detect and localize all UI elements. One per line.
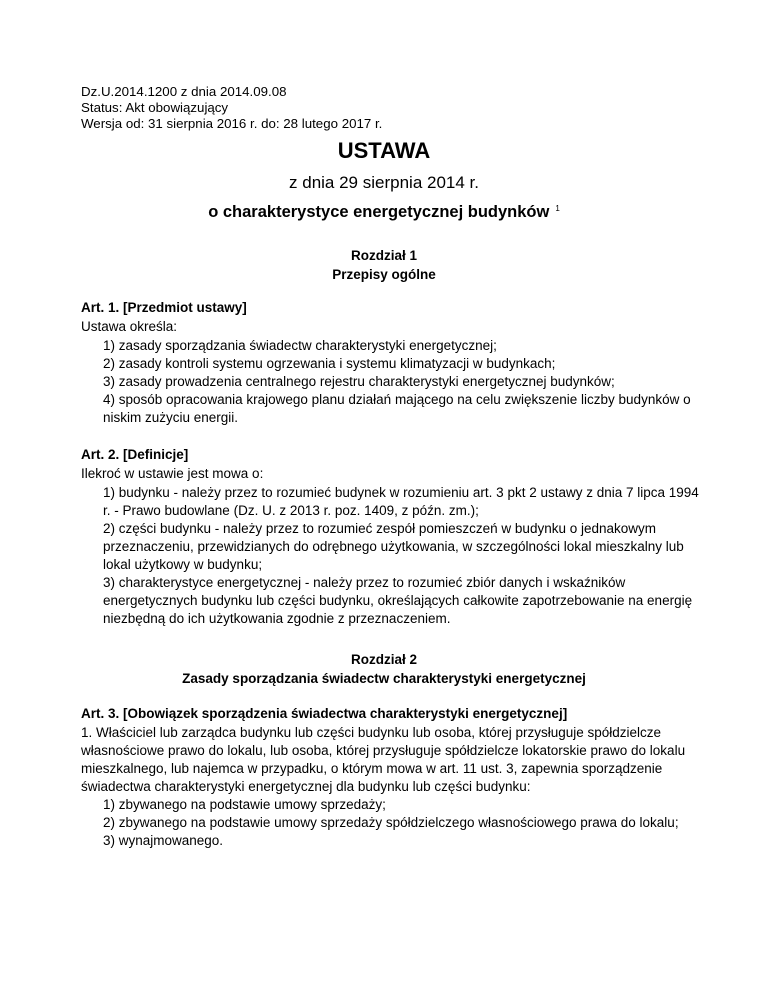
footnote-mark: 1 [555,204,560,213]
act-subject [0,198,768,223]
article-2 [81,446,701,628]
article-2-intro: Ilekroć w ustawie jest mowa o: [81,466,264,481]
list-item: 1) zasady sporządzania świadectw charakterystyki energetycznej; [103,338,497,353]
list-item: 2) zbywanego na podstawie umowy sprzedaży spółdzielczego własnościowego prawa do lokalu; [103,815,679,830]
list-item: 2) zasady kontroli systemu ogrzewania i systemu klimatyzacji w budynkach; [103,356,556,371]
list-item: 3) wynajmowanego. [103,833,224,848]
list-item: 1) zbywanego na podstawie umowy sprzedaży; [103,797,386,812]
article-3-paragraph: 1. Właściciel lub zarządca budynku lub części budynku lub osoba, której przysługuje spółdzielcze własnościowe prawo do lokalu, lub osoba, której przysługuje spółdzielcze lokatorskie prawo do lokalu mieszkalnego, lub najemca w przypadku, o którym mowa w art. 11 ust. 3, zapewnia sporządzenie świadectwa charakterystyki energetycznej dla budynku lub części budynku: [81,725,686,794]
chapter-1-number: Rozdział 1 [350,248,417,263]
act-title: USTAWA [337,138,431,163]
document-metadata [81,84,382,132]
chapter-2-name: Zasady sporządzania świadectw charakterystyki energetycznej [182,671,586,686]
list-item: 3) zasady prowadzenia centralnego rejestru charakterystyki energetycznej budynków; [103,374,615,389]
meta-status: Status: Akt obowiązujący [81,100,229,115]
article-1-title: Art. 1. [Przedmiot ustawy] [81,300,247,315]
list-item: 4) sposób opracowania krajowego planu działań mającego na celu zwiększenie liczby budynków o niskim zużyciu energii. [103,392,691,425]
article-3-title: Art. 3. [Obowiązek sporządzenia świadectwa charakterystyki energetycznej] [81,706,568,721]
chapter-1-heading [0,246,768,284]
chapter-1-name: Przepisy ogólne [332,267,436,282]
act-date: z dnia 29 sierpnia 2014 r. [289,173,479,192]
article-3 [81,705,701,850]
chapter-2-heading [0,650,768,688]
list-item: 3) charakterystyce energetycznej - należy przez to rozumieć zbiór danych i wskaźników energetycznych budynku lub części budynku, określających całkowite zapotrzebowanie na energię niezbędną do ich użytkowania zgodnie z przeznaczeniem. [103,575,693,626]
list-item: 1) budynku - należy przez to rozumieć budynek w rozumieniu art. 3 pkt 2 ustawy z dnia 7 lipca 1994 r. - Prawo budowlane (Dz. U. z 2013 r. poz. 1409, z późn. zm.); [103,485,699,518]
article-2-title: Art. 2. [Definicje] [81,447,189,462]
chapter-2-number: Rozdział 2 [350,652,417,667]
act-subject-text: o charakterystyce energetycznej budynków [208,203,550,221]
list-item: 2) części budynku - należy przez to rozumieć zespół pomieszczeń w budynku o jednakowym przeznaczeniu, przewidzianych do odrębnego użytkowania, w szczególności lokal mieszkalny lub lokal użytkowy w budynku; [103,521,684,572]
article-1-intro: Ustawa określa: [81,319,178,334]
meta-version: Wersja od: 31 sierpnia 2016 r. do: 28 lutego 2017 r. [81,116,383,131]
meta-journal: Dz.U.2014.1200 z dnia 2014.09.08 [81,84,287,99]
article-1 [81,299,701,427]
